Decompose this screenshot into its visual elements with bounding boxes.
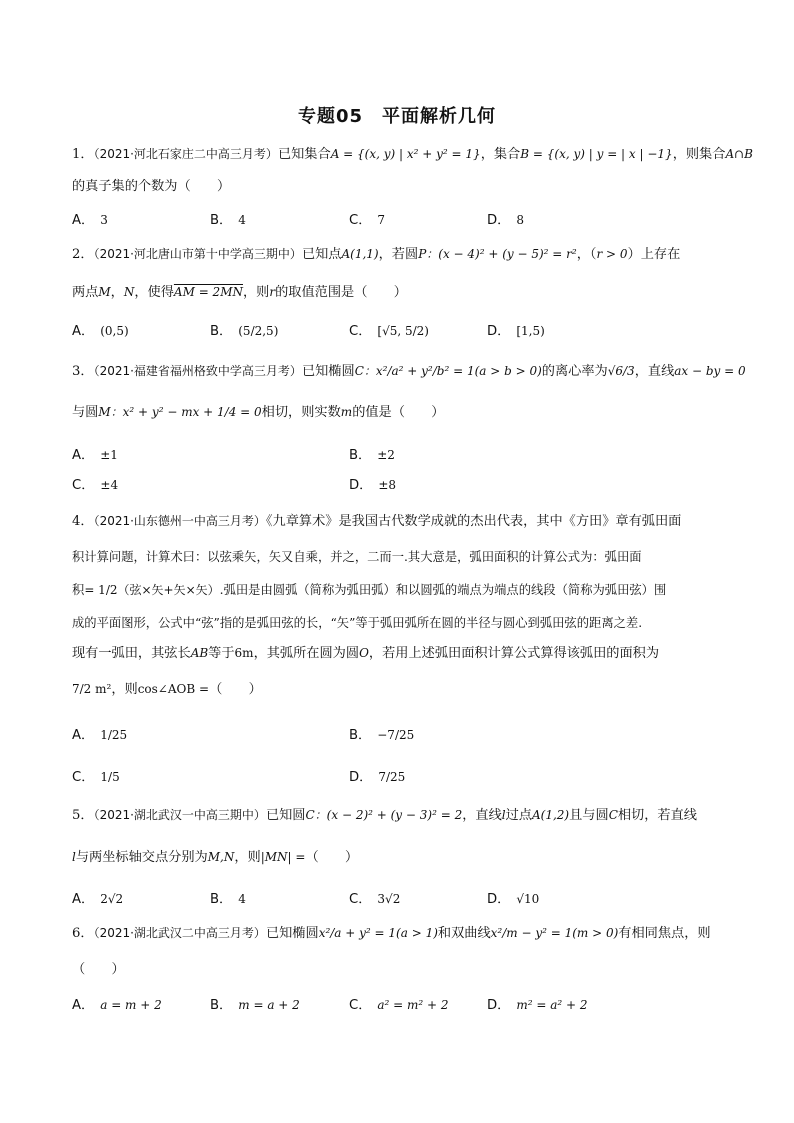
question-source: （2021·河北唐山市第十中学高三期中） <box>93 247 302 261</box>
page-title: 专题05 平面解析几何 <box>297 106 497 127</box>
question-source: （2021·河北石家庄二中高三月考） <box>93 147 278 161</box>
arc-area-formula: = 1/2（弦×矢+矢×矢） <box>84 583 220 597</box>
question-1-option-c: C． 7 <box>349 213 386 228</box>
question-6-stem: 6．（2021·湖北武汉二中高三月考）已知椭圆x²/a + y² = 1(a > 1)和双曲线x²/m − y² = 1(m > 0)有相同焦点，则 <box>72 926 711 941</box>
question-6-stem-cont: （ ） <box>72 962 125 977</box>
question-1-stem: 1．（2021·河北石家庄二中高三月考）已知集合A = {(x, y) | x² + y² = 1}，集合B = {(x, y) | y = | x | −1}，则集合A∩B <box>72 147 753 162</box>
question-5-option-b: B． 4 <box>210 892 246 907</box>
hyperbola-formula: x²/m − y² = 1(m > 0) <box>490 926 619 940</box>
circle-m-formula: M：x² + y² − mx + 1/4 = 0 <box>98 405 262 419</box>
mn-length: |MN| = <box>260 850 306 864</box>
question-3-option-a: A． ±1 <box>72 448 118 463</box>
question-4-stem: 4．（2021·山东德州一中高三月考）《九章算术》是我国古代数学成就的杰出代表，其中《方田》章有弧田面 <box>72 514 682 529</box>
question-number: 1． <box>72 147 94 162</box>
circle-p-formula: P：(x − 4)² + (y − 5)² = r² <box>418 247 577 261</box>
question-source: （2021·湖北武汉一中高三期中） <box>93 808 266 822</box>
question-4-line-4: 成的平面图形，公式中“弦”指的是弧田弦的长，“矢”等于弧田弧所在圆的半径与圆心到弧田弦的距离之差. <box>72 616 643 630</box>
question-4-line-3: 积= 1/2（弦×矢+矢×矢）.弧田是由圆弧（简称为弧田弧）和以圆弧的端点为端点的线段（简称为弧田弦）围 <box>72 583 667 597</box>
question-2-option-a: A． (0,5) <box>72 324 129 339</box>
question-6-option-a: A． a = m + 2 <box>72 998 162 1013</box>
question-4-option-d: D． 7/25 <box>349 770 406 785</box>
question-source: （2021·山东德州一中高三月考） <box>93 514 266 528</box>
question-4-option-c: C． 1/5 <box>72 770 120 785</box>
question-3-option-d: D． ±8 <box>349 478 397 493</box>
ellipse-formula: x²/a + y² = 1(a > 1) <box>318 926 438 940</box>
point-a-formula: A(1,2) <box>532 808 570 822</box>
question-5-stem-cont: l与两坐标轴交点分别为M,N，则|MN| =（ ） <box>72 850 359 865</box>
question-3-stem-cont: 与圆M：x² + y² − mx + 1/4 = 0相切，则实数m的值是（ ） <box>72 405 445 420</box>
question-1-option-d: D． 8 <box>487 213 524 228</box>
question-5-option-d: D． √10 <box>487 892 540 907</box>
intersection-formula: A∩B <box>725 147 753 161</box>
question-4-option-b: B． −7/25 <box>349 728 415 743</box>
set-b-formula: B = {(x, y) | y = | x | −1} <box>520 147 673 161</box>
cos-aob: cos∠AOB = <box>137 682 210 696</box>
question-5-option-c: C． 3√2 <box>349 892 401 907</box>
ellipse-formula: C：x²/a² + y²/b² = 1(a > b > 0) <box>354 364 542 378</box>
question-2-stem: 2．（2021·河北唐山市第十中学高三期中）已知点A(1,1)，若圆P：(x − 4)² + (y − 5)² = r²，（r > 0）上存在 <box>72 247 681 262</box>
circle-c-formula: C：(x − 2)² + (y − 3)² = 2 <box>305 808 463 822</box>
question-4-option-a: A． 1/25 <box>72 728 128 743</box>
eccentricity-value: √6/3 <box>607 364 635 378</box>
question-4-line-2: 积计算问题，计算术曰：以弦乘矢，矢又自乘，并之，二而一.其大意是，弧田面积的计算公式为：弧田面 <box>72 550 642 564</box>
question-2-option-b: B． (5/2,5) <box>210 324 279 339</box>
question-1-option-a: A． 3 <box>72 213 108 228</box>
question-4-line-5: 现有一弧田，其弦长AB等于6m，其弧所在圆为圆O，若用上述弧田面积计算公式算得该弧田的面积为 <box>72 646 660 661</box>
question-6-option-d: D． m² = a² + 2 <box>487 998 588 1013</box>
question-2-option-c: C． [√5, 5/2) <box>349 324 429 339</box>
point-a-formula: A(1,1) <box>341 247 379 261</box>
question-4-line-6: 7/2 m²，则cos∠AOB =（ ） <box>72 682 262 697</box>
question-2-stem-cont: 两点M，N，使得AM = 2MN，则r的取值范围是（ ） <box>72 285 407 300</box>
question-1-stem-cont: 的真子集的个数为（ ） <box>72 179 231 194</box>
question-3-option-b: B． ±2 <box>349 448 395 463</box>
arc-area-value: 7/2 m² <box>72 682 112 696</box>
set-a-formula: A = {(x, y) | x² + y² = 1} <box>330 147 481 161</box>
question-1-option-b: B． 4 <box>210 213 246 228</box>
question-source: （2021·湖北武汉二中高三月考） <box>93 926 266 940</box>
question-5-stem: 5．（2021·湖北武汉一中高三期中）已知圆C：(x − 2)² + (y − 3)² = 2，直线l过点A(1,2)且与圆C相切，若直线 <box>72 808 697 823</box>
question-3-stem: 3．（2021·福建省福州格致中学高三月考）已知椭圆C：x²/a² + y²/b² = 1(a > b > 0)的离心率为√6/3，直线ax − by = 0 <box>72 364 746 379</box>
question-5-option-a: A． 2√2 <box>72 892 124 907</box>
line-formula: ax − by = 0 <box>674 364 746 378</box>
question-3-option-c: C． ±4 <box>72 478 119 493</box>
vector-formula: AM = 2MN <box>173 285 243 299</box>
question-2-option-d: D． [1,5) <box>487 324 545 339</box>
question-6-option-c: C． a² = m² + 2 <box>349 998 449 1013</box>
question-source: （2021·福建省福州格致中学高三月考） <box>93 364 302 378</box>
question-6-option-b: B． m = a + 2 <box>210 998 300 1013</box>
